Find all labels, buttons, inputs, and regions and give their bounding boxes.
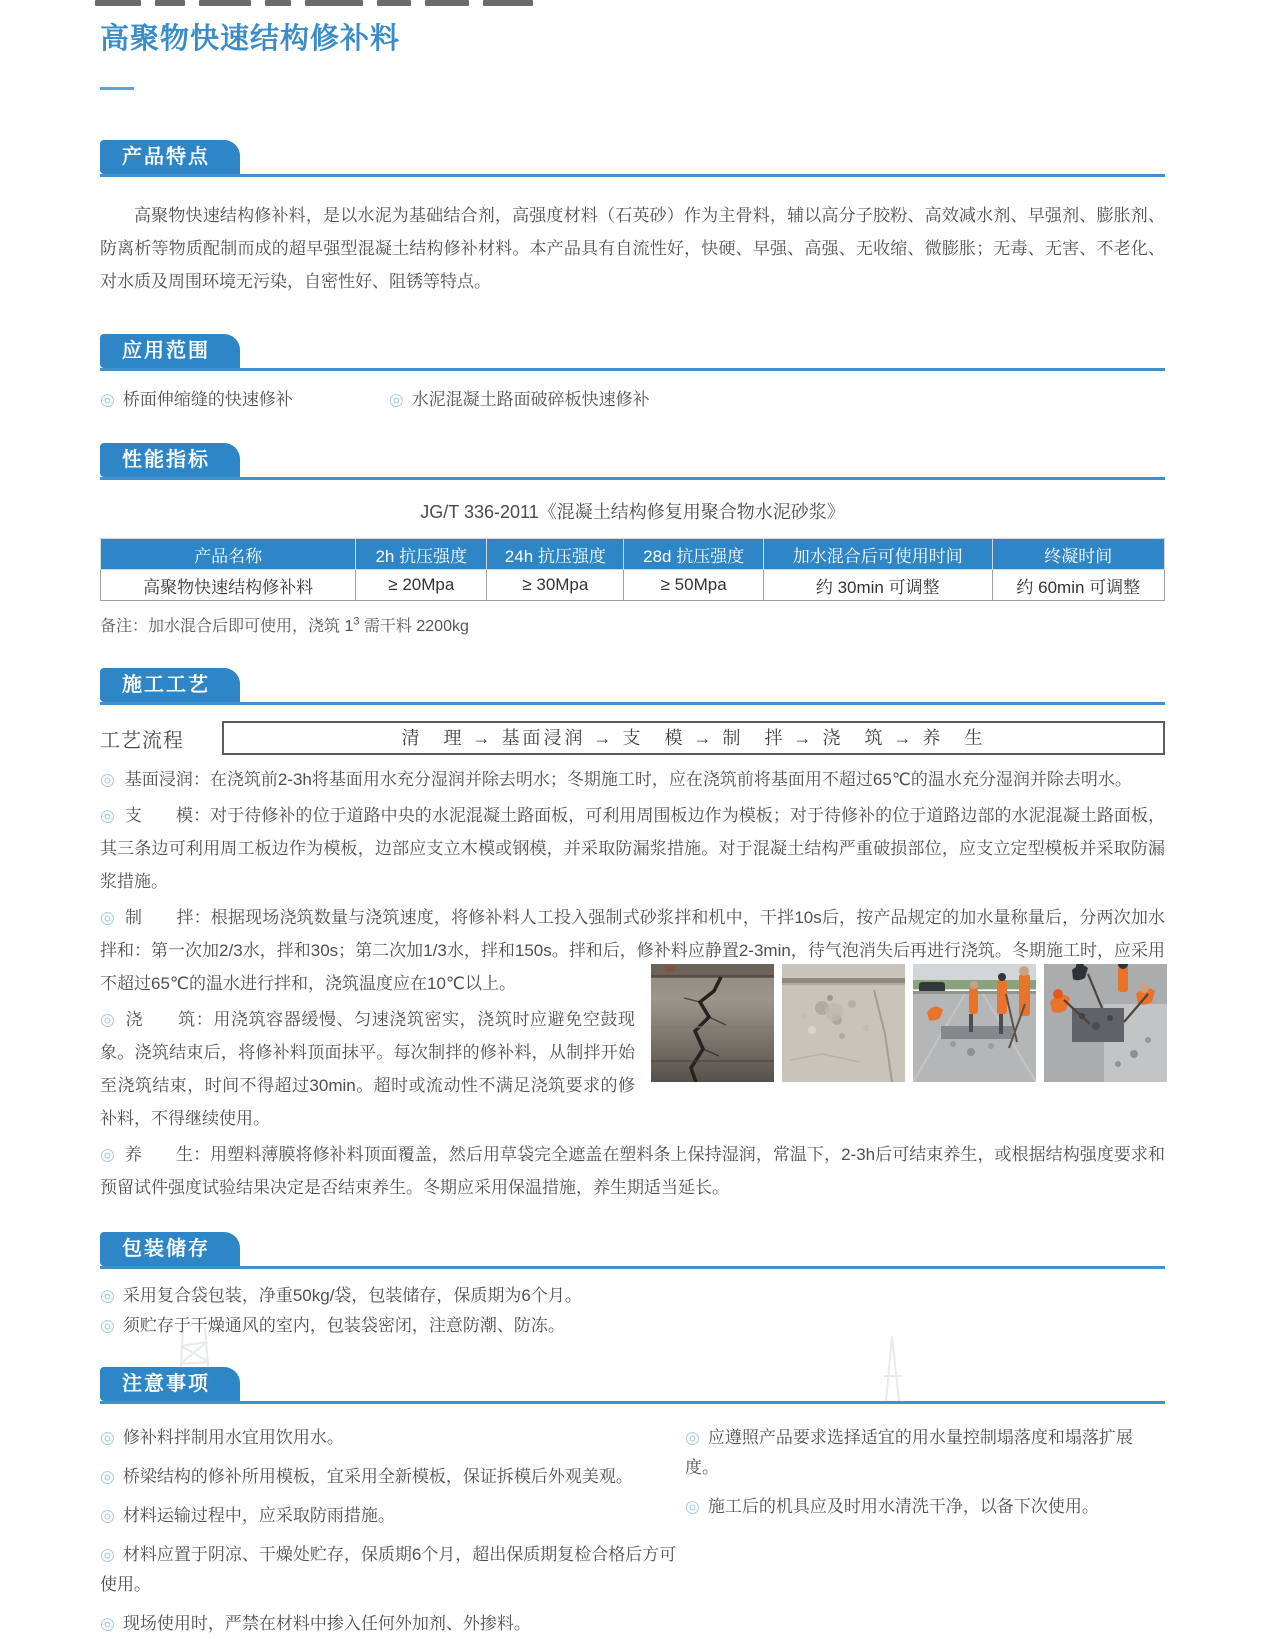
list-item: ◎ 材料运输过程中，应采取防雨措施。 [100, 1506, 395, 1525]
table-row [101, 570, 1165, 601]
list-item: ◎ 桥梁结构的修补所用模板，宜采用全新模板，保证拆模后外观美观。 [100, 1467, 633, 1486]
table-cell: 约 60min 可调整 [992, 570, 1164, 601]
table-header-cell: 2h 抗压强度 [356, 539, 487, 570]
bullet-icon: ◎ [100, 1467, 115, 1486]
section-header-packaging [100, 1232, 1165, 1269]
step-base-wetting: ◎ 基面浸润：在浇筑前2-3h将基面用水充分湿润并除去明水；冬期施工时，应在浇筑前将基面用不超过65℃的温水充分湿润并除去明水。 [100, 770, 1132, 789]
section-header-notice [100, 1367, 1165, 1404]
application-item-label: 水泥混凝土路面破碎板快速修补 [411, 390, 650, 409]
section-header-application [100, 334, 1165, 371]
list-item: ◎ 材料应置于阴凉、干燥处贮存，保质期6个月，超出保质期复检合格后方可使用。 [100, 1545, 677, 1594]
list-item: ◎ 施工后的机具应及时用水清洗干净，以备下次使用。 [685, 1497, 1099, 1516]
document-body [100, 0, 1165, 1639]
bullet-icon: ◎ [100, 1316, 115, 1335]
step-curing: ◎ 养 生：用塑料薄膜将修补料顶面覆盖，然后用草袋完全遮盖在塑料条上保持湿润，常温下，2-3h后可结束养生，或根据结构强度要求和预留试件强度试验结果决定是否结束养生。冬期应采用保温措施，养生期适当延长。 [100, 1145, 1165, 1197]
bullet-icon: ◎ [100, 1545, 115, 1564]
notice-column-right [685, 1414, 1165, 1639]
table-header-cell: 产品名称 [101, 539, 356, 570]
table-header-cell: 28d 抗压强度 [624, 539, 763, 570]
table-note: 备注：加水混合后即可使用，浇筑 $1^3$ 需干料 2200kg [100, 615, 469, 635]
bullet-icon: ◎ [100, 1286, 115, 1305]
photo-road-repair-workers [913, 964, 1036, 1082]
photo-cracked-pavement [651, 964, 774, 1082]
section-tab-features: 产品特点 [100, 140, 240, 174]
bullet-icon: ◎ [100, 1506, 115, 1525]
photo-broken-slab [782, 964, 905, 1082]
section-header-features [100, 140, 1165, 177]
table-header-cell: 加水混合后可使用时间 [763, 539, 992, 570]
section-tab-application: 应用范围 [100, 334, 240, 368]
section-tab-construction: 施工工艺 [100, 668, 240, 702]
table-header-row [101, 539, 1165, 570]
table-cell: ≥ 30Mpa [487, 570, 624, 601]
packaging-list [100, 1281, 1165, 1341]
notice-column-left [100, 1414, 685, 1639]
table-header-cell: 24h 抗压强度 [487, 539, 624, 570]
process-flow-box: 清 理 → 基面浸润 → 支 模 → 制 拌 → 浇 筑 → 养 生 [222, 721, 1165, 755]
table-cell: ≥ 50Mpa [624, 570, 763, 601]
construction-steps [100, 763, 1165, 1204]
list-item: ◎ 采用复合袋包装，净重50kg/袋，包装储存，保质期为6个月。 [100, 1286, 582, 1305]
title-underline [100, 87, 134, 90]
bullet-icon: ◎ [100, 1145, 115, 1164]
process-flow-label: 工艺流程 [100, 729, 184, 752]
step-formwork: ◎ 支 模：对于待修补的位于道路中央的水泥混凝土路面板，可利用周围板边作为模板；对于待修补的位于道路边部的水泥混凝土路面板，其三条边可利用周工板边作为模板，边部应支立木模或钢模，并采取防漏浆措施。对于混凝土结构严重破损部位，应支立定型模板并采取防漏浆措施。 [100, 806, 1165, 891]
bullet-icon: ◎ [388, 390, 404, 409]
step-mixing: ◎ 制 拌：根据现场浇筑数量与浇筑速度，将修补料人工投入强制式砂浆拌和机中，干拌10s后，按产品规定的加水量称量后，分两次加水拌和：第一次加2/3水，拌和30s；第二次加1/3水，拌和150s。拌和后，修补料应静置2-3min，待气泡消失后再进行浇筑。冬期施工时，应采用不超过65℃的温水进行拌和，浇筑温度应在10℃以上。 [100, 908, 1165, 993]
table-cell: 高聚物快速结构修补料 [101, 570, 356, 601]
bullet-icon: ◎ [100, 390, 115, 409]
process-flow-row [100, 721, 1165, 755]
application-item-label: 桥面伸缩缝的快速修补 [122, 390, 293, 409]
list-item: ◎ 修补料拌制用水宜用饮用水。 [100, 1428, 344, 1447]
section-tab-performance: 性能指标 [100, 443, 240, 477]
list-item: ◎ 须贮存于干燥通风的室内，包装袋密闭，注意防潮、防冻。 [100, 1316, 565, 1335]
section-header-performance [100, 443, 1165, 480]
list-item: ◎ 应遵照产品要求选择适宜的用水量控制塌落度和塌落扩展度。 [685, 1428, 1133, 1477]
bullet-icon: ◎ [100, 1010, 116, 1029]
table-cell: ≥ 20Mpa [356, 570, 487, 601]
notice-columns [100, 1414, 1165, 1639]
list-item [389, 387, 650, 413]
features-paragraph: 高聚物快速结构修补料，是以水泥为基础结合剂，高强度材料（石英砂）作为主骨料，辅以高分子胶粉、高效减水剂、早强剂、膨胀剂、防离析等物质配制而成的超早强型混凝土结构修补材料。本产品具有自流性好，快硬、早强、高强、无收缩、微膨胀；无毒、无害、不老化、对水质及周围环境无污染，自密性好、阻锈等特点。 [100, 206, 1165, 291]
performance-table [100, 538, 1165, 601]
photo-workers-pouring [1044, 964, 1167, 1082]
page-title: 高聚物快速结构修补料 [100, 23, 401, 55]
step-pouring: ◎ 浇 筑：用浇筑容器缓慢、匀速浇筑密实，浇筑时应避免空鼓现象。浇筑结束后，将修补料顶面抹平。每次制拌的修补料，从制拌开始至浇筑结束，时间不得超过30min。超时或流动性不满足浇筑要求的修补料，不得继续使用。 [100, 1010, 636, 1128]
section-tab-notice: 注意事项 [100, 1367, 240, 1401]
standard-caption: JG/T 336-2011《混凝土结构修复用聚合物水泥砂浆》 [420, 502, 845, 522]
section-header-construction [100, 668, 1165, 705]
list-item: ◎ 现场使用时，严禁在材料中掺入任何外加剂、外掺料。 [100, 1614, 531, 1633]
list-item [100, 387, 293, 413]
bullet-icon: ◎ [100, 908, 115, 927]
table-header-cell: 终凝时间 [992, 539, 1164, 570]
bullet-icon: ◎ [685, 1428, 700, 1447]
application-list [100, 387, 1165, 413]
bullet-icon: ◎ [100, 1614, 115, 1633]
construction-photo-strip [651, 964, 1165, 1082]
bullet-icon: ◎ [100, 1428, 115, 1447]
bullet-icon: ◎ [100, 806, 115, 825]
bullet-icon: ◎ [685, 1497, 700, 1516]
table-cell: 约 30min 可调整 [763, 570, 992, 601]
section-tab-packaging: 包装储存 [100, 1232, 240, 1266]
bullet-icon: ◎ [100, 770, 115, 789]
superscript: 3 [353, 615, 360, 628]
